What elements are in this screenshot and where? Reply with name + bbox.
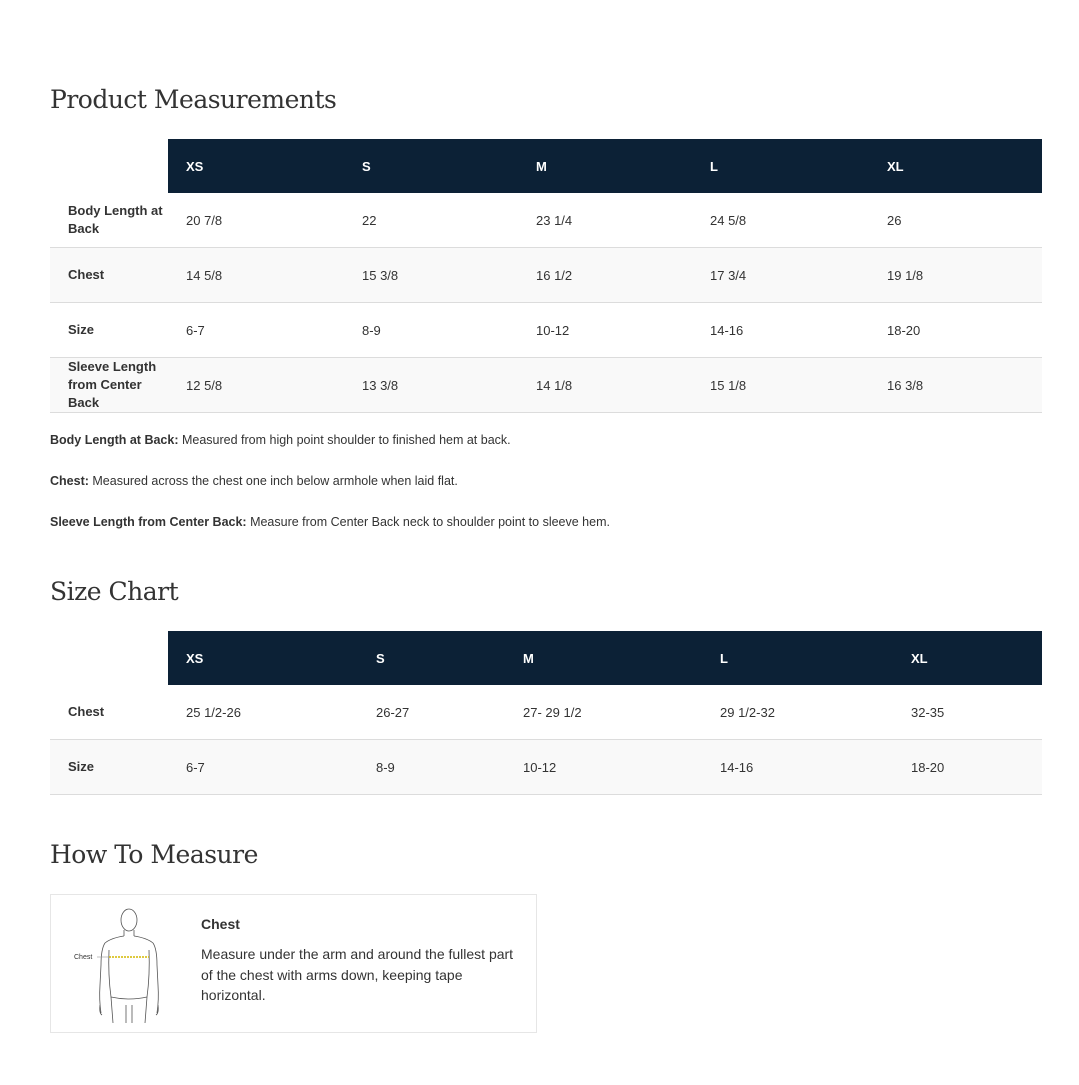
table-cell: 15 3/8 [344, 248, 518, 303]
measure-card-chest [50, 894, 537, 1033]
note-item [50, 474, 610, 490]
table-cell: 26-27 [358, 685, 505, 740]
table-cell: 32-35 [893, 685, 1042, 740]
table-cell: 10-12 [518, 303, 692, 358]
header-size-xl: XL [893, 631, 1042, 685]
table-cell: 13 3/8 [344, 358, 518, 413]
table-row [50, 740, 1042, 795]
measurement-notes [50, 433, 610, 556]
section-title-product-measurements: Product Measurements [50, 85, 337, 114]
header-size-s: S [344, 139, 518, 193]
table-cell: 23 1/4 [518, 193, 692, 248]
table-cell: 19 1/8 [869, 248, 1042, 303]
table-cell: 20 7/8 [168, 193, 344, 248]
table-cell: 14 1/8 [518, 358, 692, 413]
measure-card-title: Chest [201, 916, 240, 932]
header-size-s: S [358, 631, 505, 685]
note-item [50, 515, 610, 531]
table-cell: 25 1/2-26 [168, 685, 358, 740]
table-cell: 16 1/2 [518, 248, 692, 303]
table-cell: 6-7 [168, 303, 344, 358]
table-header-row [50, 139, 1042, 193]
section-title-size-chart: Size Chart [50, 577, 179, 606]
table-cell: 18-20 [893, 740, 1042, 795]
note-term: Sleeve Length from Center Back: [50, 515, 247, 529]
table-row [50, 358, 1042, 413]
body-figure-illustration [71, 905, 186, 1023]
row-label: Body Length at Back [50, 193, 168, 248]
table-cell: 27- 29 1/2 [505, 685, 702, 740]
size-chart-table [50, 631, 1042, 795]
table-cell: 8-9 [344, 303, 518, 358]
product-measurements-table [50, 139, 1042, 413]
table-cell: 26 [869, 193, 1042, 248]
table-row [50, 685, 1042, 740]
table-cell: 14-16 [692, 303, 869, 358]
header-size-l: L [702, 631, 893, 685]
header-blank-cell [50, 139, 168, 193]
section-title-how-to-measure: How To Measure [50, 840, 258, 869]
table-row [50, 303, 1042, 358]
header-size-xs: XS [168, 631, 358, 685]
table-cell: 18-20 [869, 303, 1042, 358]
table-cell: 10-12 [505, 740, 702, 795]
note-term: Body Length at Back: [50, 433, 179, 447]
table-cell: 14 5/8 [168, 248, 344, 303]
header-size-m: M [505, 631, 702, 685]
header-size-xl: XL [869, 139, 1042, 193]
table-cell: 6-7 [168, 740, 358, 795]
table-header-row [50, 631, 1042, 685]
table-cell: 15 1/8 [692, 358, 869, 413]
note-text: Measured across the chest one inch below armhole when laid flat. [88, 474, 458, 488]
table-cell: 14-16 [702, 740, 893, 795]
header-blank-cell [50, 631, 168, 685]
figure-head [121, 909, 137, 931]
table-cell: 12 5/8 [168, 358, 344, 413]
table-row [50, 248, 1042, 303]
table-row [50, 193, 1042, 248]
row-label: Chest [50, 685, 168, 740]
figure-chest-label: Chest [74, 954, 93, 961]
row-label: Chest [50, 248, 168, 303]
table-cell: 29 1/2-32 [702, 685, 893, 740]
note-text: Measured from high point shoulder to finished hem at back. [178, 433, 511, 447]
note-text: Measure from Center Back neck to shoulder point to sleeve hem. [246, 515, 610, 529]
measure-card-description: Measure under the arm and around the fullest part of the chest with arms down, keeping tape horizontal. [201, 946, 514, 1003]
header-size-m: M [518, 139, 692, 193]
table-cell: 17 3/4 [692, 248, 869, 303]
table-cell: 22 [344, 193, 518, 248]
header-size-l: L [692, 139, 869, 193]
note-item [50, 433, 610, 449]
row-label: Size [50, 740, 168, 795]
table-cell: 16 3/8 [869, 358, 1042, 413]
row-label: Size [50, 303, 168, 358]
note-term: Chest: [50, 474, 89, 488]
header-size-xs: XS [168, 139, 344, 193]
table-cell: 24 5/8 [692, 193, 869, 248]
table-cell: 8-9 [358, 740, 505, 795]
row-label: Sleeve Length from Center Back [50, 358, 168, 413]
